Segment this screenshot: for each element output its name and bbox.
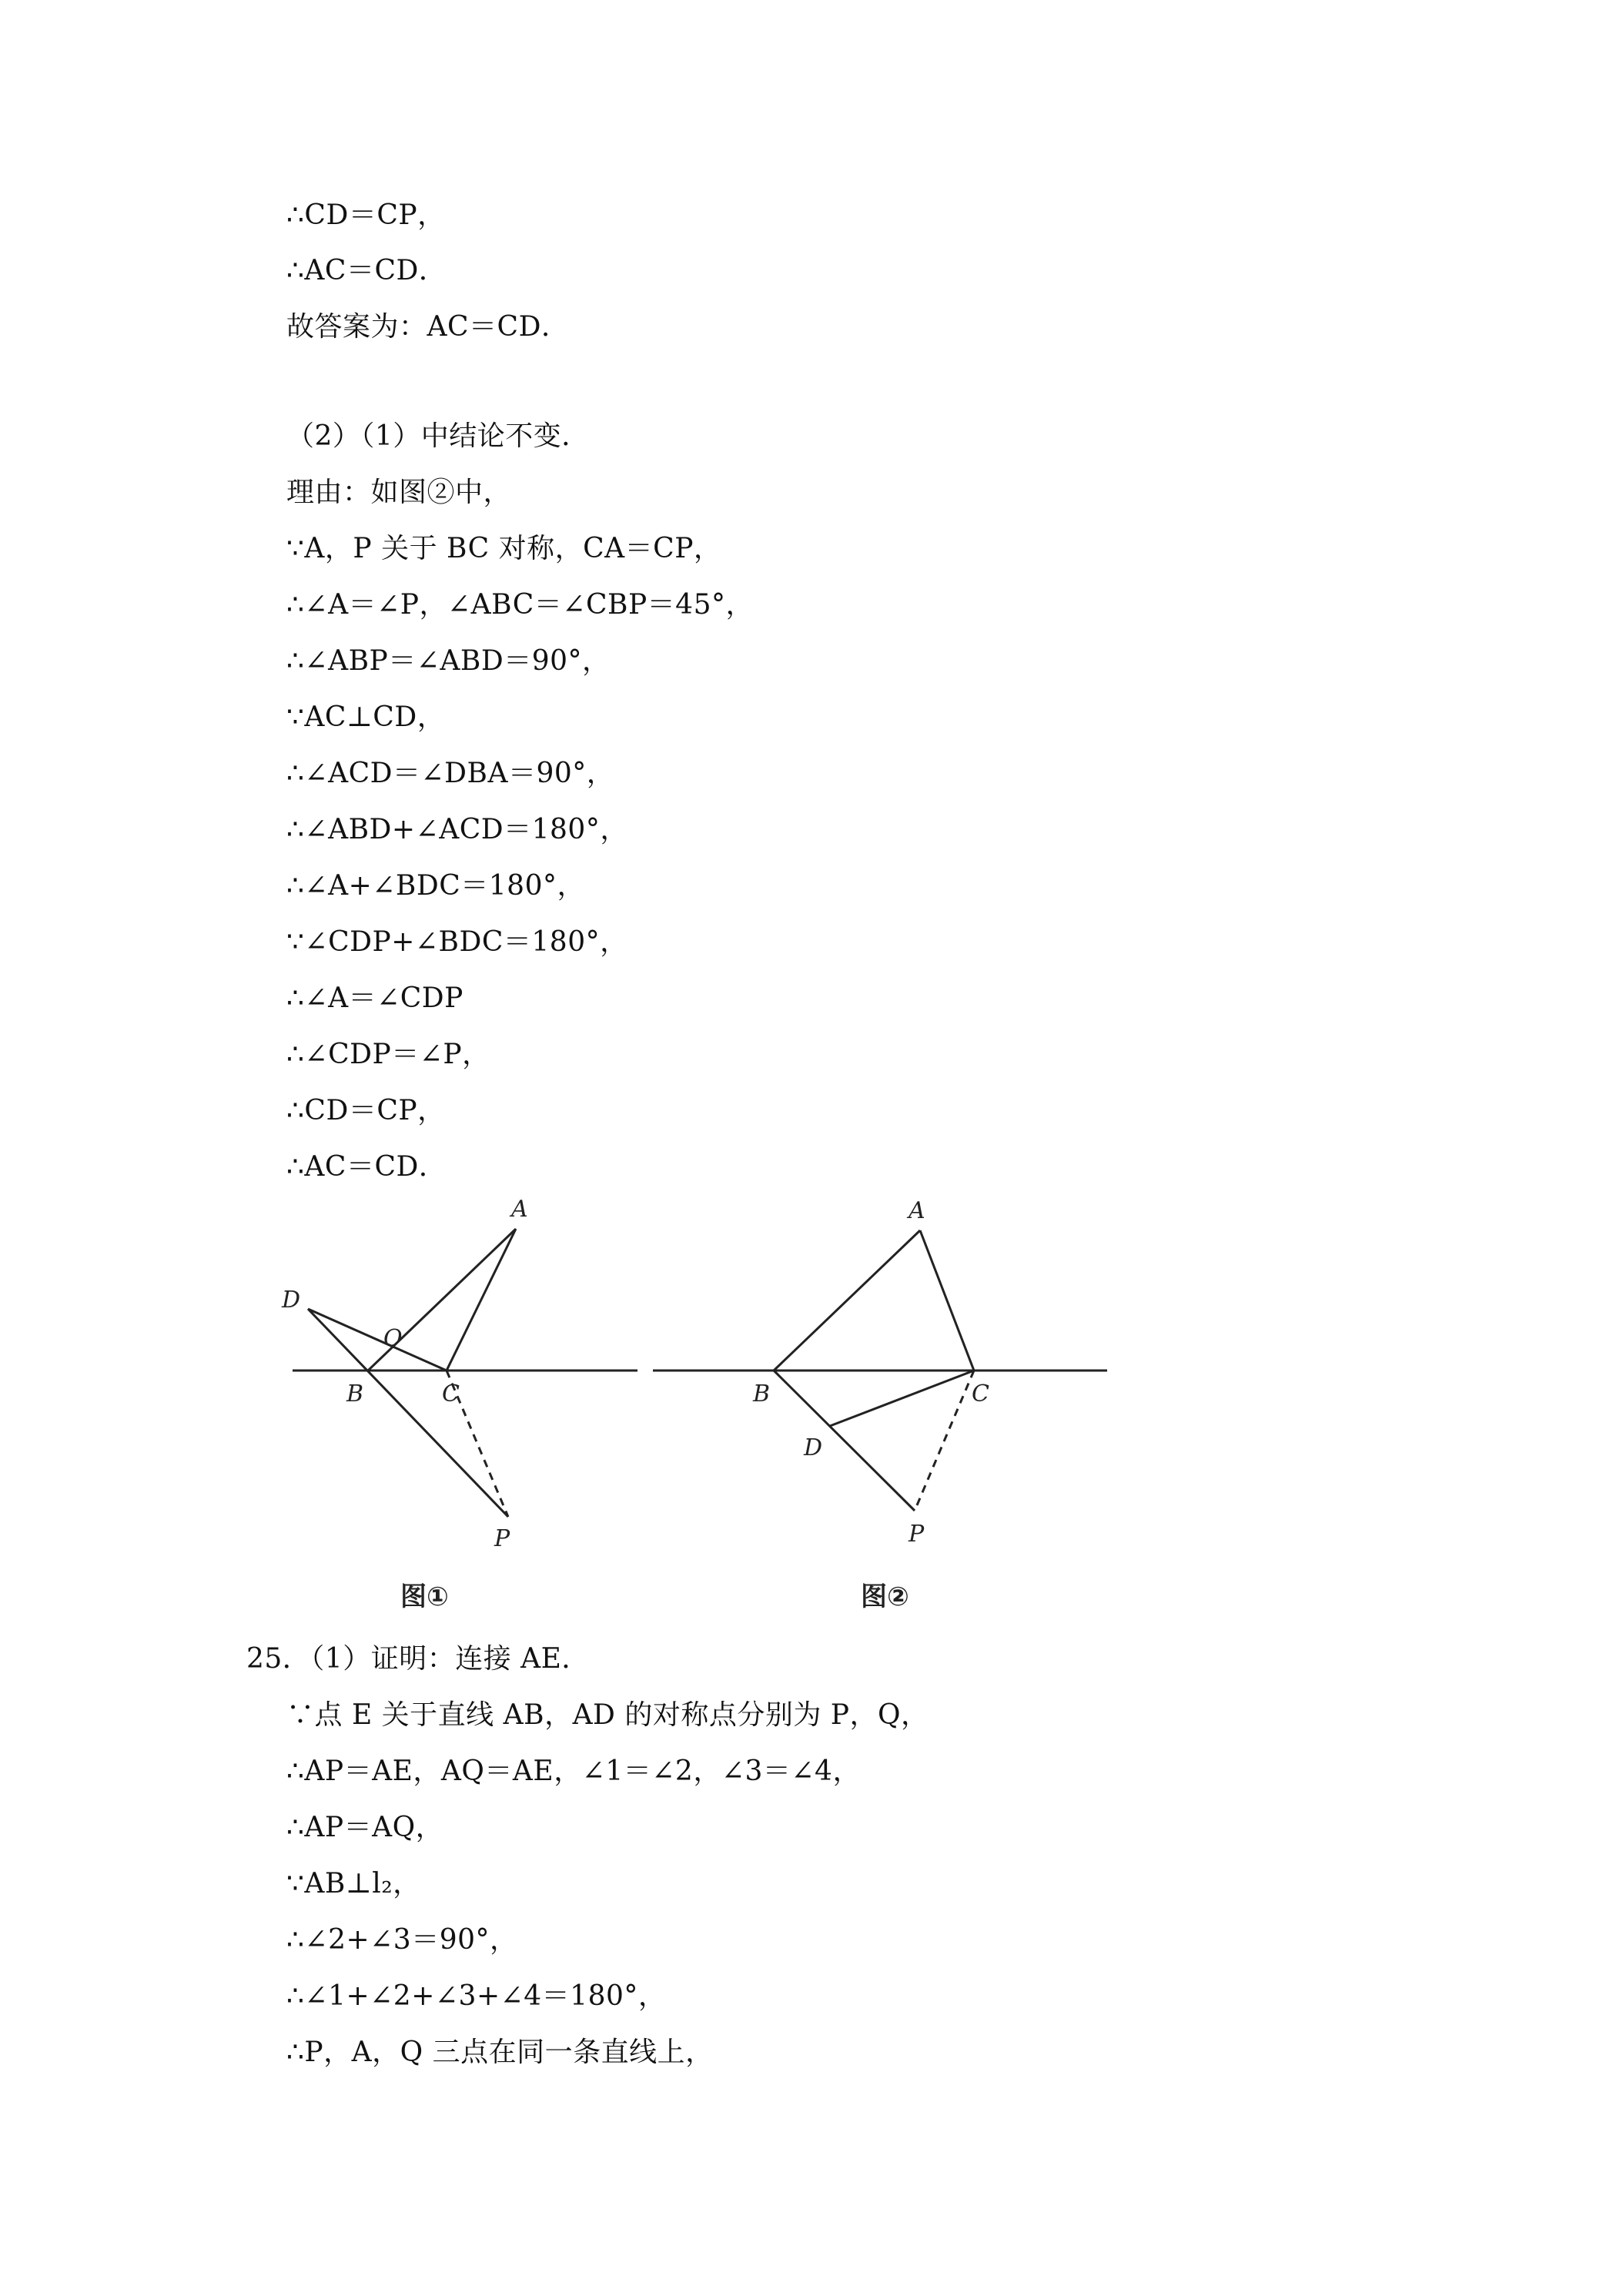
solution-line-11: ∴∠ABD+∠ACD＝180°， <box>286 814 628 845</box>
figure-2 <box>653 1230 1107 1511</box>
fig2-label-B: B <box>753 1381 771 1407</box>
fig1-segment-AC <box>447 1229 516 1371</box>
fig2-label-A: A <box>909 1197 925 1224</box>
solution-line-1: ∴CD＝CP， <box>286 199 446 231</box>
solution-line-12: ∴∠A+∠BDC＝180°， <box>286 870 585 902</box>
fig1-label-D: D <box>282 1287 301 1314</box>
solution-line-13: ∵∠CDP+∠BDC＝180°， <box>286 926 628 958</box>
solution-line-6: ∵A，P 关于 BC 对称，CA＝CP， <box>286 533 722 564</box>
figure-1 <box>293 1229 637 1517</box>
fig2-label-C: C <box>972 1381 989 1407</box>
solution-line-4: （2）（1）中结论不变． <box>286 420 590 452</box>
question-25-heading: 25．（1）证明：连接 AE． <box>246 1643 590 1675</box>
solution-line-14: ∴∠A＝∠CDP <box>286 982 463 1014</box>
solution-line-3: 故答案为：AC＝CD． <box>286 311 570 343</box>
fig1-label-C: C <box>442 1381 460 1407</box>
solution-line-8: ∴∠ABP＝∠ABD＝90°， <box>286 645 611 677</box>
fig2-segment-CP-dashed <box>915 1371 974 1511</box>
solution-line-15: ∴∠CDP＝∠P， <box>286 1039 490 1070</box>
solution-line-21: ∴AP＝AQ， <box>286 1812 444 1843</box>
solution-line-23: ∴∠2+∠3＝90°， <box>286 1924 518 1956</box>
solution-line-16: ∴CD＝CP， <box>286 1095 446 1126</box>
fig1-label-A: A <box>511 1196 528 1223</box>
solution-line-22: ∵AB⊥l₂， <box>286 1868 421 1899</box>
solution-line-20: ∴AP＝AE，AQ＝AE，∠1＝∠2，∠3＝∠4， <box>286 1755 861 1787</box>
solution-line-5: 理由：如图②中， <box>286 477 512 508</box>
solution-line-17: ∴AC＝CD． <box>286 1151 447 1183</box>
solution-line-24: ∴∠1+∠2+∠3+∠4＝180°， <box>286 1980 667 2012</box>
fig2-segment-AB <box>774 1230 920 1371</box>
fig2-label-D: D <box>804 1434 823 1461</box>
fig2-label-P: P <box>909 1521 925 1548</box>
solution-line-2: ∴AC＝CD． <box>286 255 447 286</box>
solution-line-9: ∵AC⊥CD， <box>286 701 446 733</box>
fig1-label-P: P <box>494 1525 510 1552</box>
fig2-caption: 图② <box>861 1581 909 1612</box>
fig1-caption: 图① <box>400 1581 449 1612</box>
geometry-figures <box>277 1186 1124 1625</box>
fig2-segment-DC <box>830 1371 974 1426</box>
solution-line-19: ∵点 E 关于直线 AB，AD 的对称点分别为 P，Q， <box>286 1699 929 1731</box>
solution-line-10: ∴∠ACD＝∠DBA＝90°， <box>286 758 615 789</box>
figures-block <box>277 1186 1124 1625</box>
fig1-label-O: O <box>383 1325 403 1352</box>
fig1-label-B: B <box>346 1381 364 1407</box>
solution-line-7: ∴∠A＝∠P，∠ABC＝∠CBP＝45°， <box>286 589 754 621</box>
fig2-segment-BP <box>774 1371 915 1511</box>
fig2-segment-AC <box>920 1230 974 1371</box>
solution-line-25: ∴P，A，Q 三点在同一条直线上， <box>286 2037 714 2068</box>
fig1-segment-DP <box>308 1309 508 1517</box>
